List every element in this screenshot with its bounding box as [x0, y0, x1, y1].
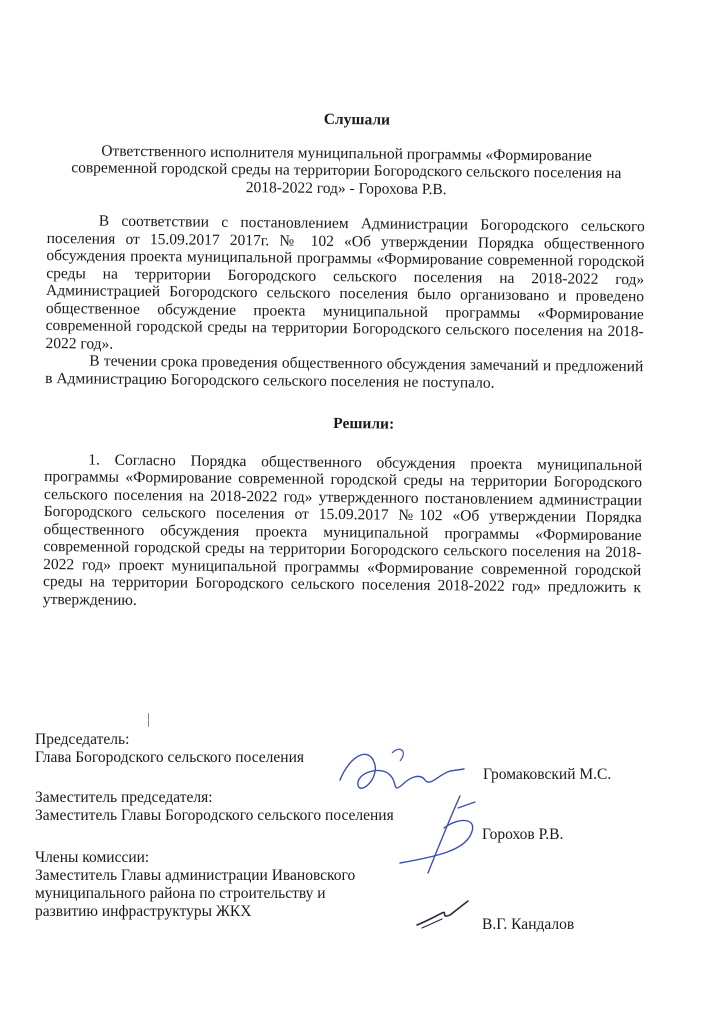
- member-name: В.Г. Кандалов: [482, 916, 575, 933]
- member-role-line-3: развитию инфраструктуры ЖКХ: [35, 903, 252, 920]
- members-label: Члены комиссии:: [35, 849, 150, 866]
- vice-chair-label: Заместитель председателя:: [35, 789, 213, 806]
- chair-role: Глава Богородского сельского поселения: [35, 749, 304, 766]
- vice-chair-name: Горохов Р.В.: [482, 826, 564, 843]
- chair-name: Громаковский М.С.: [483, 766, 612, 783]
- heard-heading: Слушали: [323, 110, 391, 129]
- member-role-line-2: муниципального района по строительству и: [35, 885, 326, 902]
- heard-speaker: Ответственного исполнителя муниципальной программы «Формирование современной городской среды на территории Богородского сельского поселения на 2018-2022 год» - Горохова Р.В.: [71, 142, 622, 198]
- heard-paragraph-1: В соответствии с постановлением Администрации Богородского сельского поселения от 15.09.2017 2017г. № 102 «Об утверждении Порядка общественного обсуждения проекта муниципальной программы «Формирование современной городской среды на территории Богородского сельского поселения на 2018-2022 год» Администрацией Богородского сельского поселения было организовано и проведено общественное обсуждение проекта муниципальной программы «Формирование современной городской среды на территории Богородского сельского поселения на 2018-2022 год».: [45, 212, 645, 353]
- scan-mark: [148, 713, 149, 727]
- member-signature: [412, 895, 472, 935]
- vice-chair-role: Заместитель Главы Богородского сельского поселения: [35, 807, 394, 824]
- decided-item-1: 1. Согласно Порядка общественного обсуждения проекта муниципальной программы «Формирование современной городской среды на территории Богородского сельского поселения на 2018-2022 год» утвержденного постановлением администрации Богородского сельского поселения от 15.09.2017 №102 «Об утверждении Порядка общественного обсуждения проекта муниципальной программы «Формирование современной городской среды на территории Богородского сельского поселения на 2018-2022 год» проект муниципальной программы «Формирование современной городской среды на территории Богородского сельского поселения 2018-2022 год» предложить к утверждению.: [42, 450, 643, 609]
- chair-label: Председатель:: [35, 731, 130, 748]
- member-role-line-1: Заместитель Главы администрации Ивановского: [35, 867, 356, 884]
- heard-paragraph-2: В течении срока проведения общественного обсуждения замечаний и предложений в Администрацию Богородского сельского поселения не поступало.: [45, 352, 644, 392]
- minutes-body: [43, 108, 646, 614]
- decided-heading: Решили:: [333, 415, 395, 433]
